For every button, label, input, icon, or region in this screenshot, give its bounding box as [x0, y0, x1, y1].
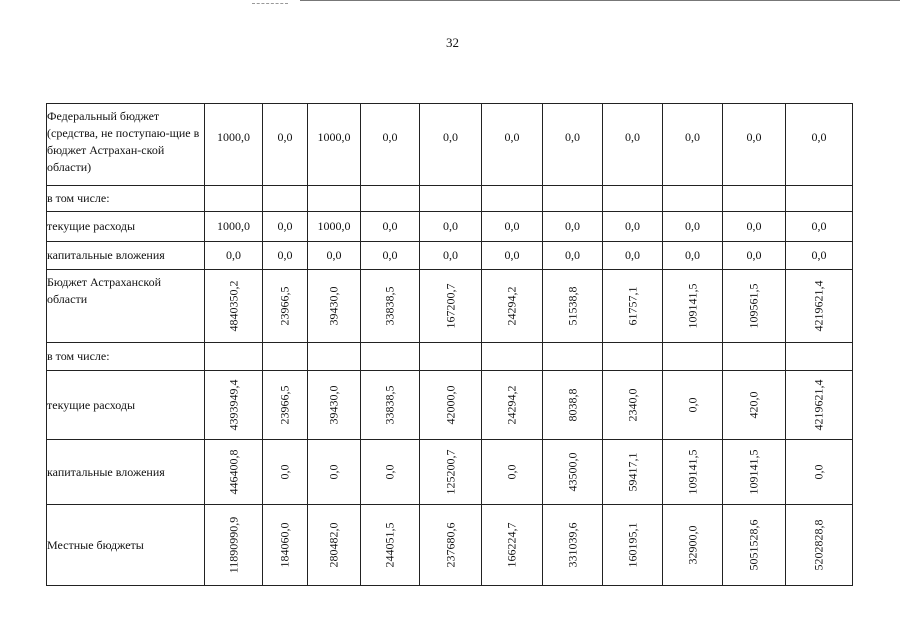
cell-value — [308, 371, 361, 440]
cell-value — [723, 505, 786, 586]
table-row — [47, 212, 853, 242]
rotated-value: 39430,0 — [326, 286, 341, 326]
cell-value — [603, 440, 663, 505]
cell-value — [786, 505, 853, 586]
cell-value — [663, 440, 723, 505]
cell-value — [420, 371, 482, 440]
budget-table — [46, 103, 853, 586]
empty-cell — [420, 186, 482, 212]
cell-value: 1000,0 — [308, 212, 361, 242]
table-row — [47, 242, 853, 270]
cell-value — [361, 440, 420, 505]
empty-cell — [723, 186, 786, 212]
cell-value: 0,0 — [603, 104, 663, 186]
empty-cell — [205, 343, 263, 371]
cell-value — [482, 270, 543, 343]
rotated-value: 331039,6 — [565, 522, 579, 568]
rotated-value: 0,0 — [504, 464, 519, 480]
rotated-value: 109141,5 — [746, 449, 761, 495]
rotated-value: 5202828,8 — [811, 519, 826, 571]
rotated-value: 167200,7 — [443, 283, 457, 329]
cell-value — [723, 440, 786, 505]
cell-value — [543, 505, 603, 586]
rotated-value: 109561,5 — [746, 283, 761, 329]
cell-value: 0,0 — [263, 104, 308, 186]
cell-value — [205, 270, 263, 343]
cell-value — [482, 505, 543, 586]
rotated-value: 59417,1 — [625, 452, 639, 492]
cell-value — [361, 270, 420, 343]
empty-cell — [603, 343, 663, 371]
cell-value — [663, 371, 723, 440]
cell-value: 0,0 — [420, 104, 482, 186]
rotated-value: 109141,5 — [685, 449, 699, 495]
rotated-value: 0,0 — [277, 464, 292, 480]
rotated-value: 446400,8 — [226, 449, 240, 495]
cell-value — [543, 270, 603, 343]
table-row — [47, 371, 853, 440]
cell-value: 0,0 — [663, 104, 723, 186]
empty-cell — [786, 186, 853, 212]
rotated-value: 160195,1 — [625, 522, 639, 568]
rotated-value: 0,0 — [685, 397, 699, 413]
scan-top-dash-mark — [252, 3, 288, 4]
rotated-value: 23966,5 — [277, 385, 292, 425]
rotated-value: 0,0 — [811, 464, 826, 480]
empty-cell — [663, 186, 723, 212]
cell-value: 0,0 — [361, 242, 420, 270]
cell-value: 0,0 — [663, 212, 723, 242]
cell-value: 0,0 — [205, 242, 263, 270]
cell-value — [420, 440, 482, 505]
cell-value — [723, 270, 786, 343]
cell-value — [663, 505, 723, 586]
row-label: текущие расходы — [47, 371, 205, 440]
empty-cell — [482, 343, 543, 371]
cell-value: 0,0 — [663, 242, 723, 270]
cell-value: 0,0 — [482, 104, 543, 186]
rotated-value: 4219621,4 — [811, 379, 826, 431]
rotated-value: 32900,0 — [685, 525, 699, 565]
rotated-value: 42000,0 — [443, 385, 457, 425]
cell-value — [420, 270, 482, 343]
cell-value: 0,0 — [723, 212, 786, 242]
row-label: в том числе: — [47, 186, 205, 212]
cell-value — [205, 440, 263, 505]
empty-cell — [361, 186, 420, 212]
table-row — [47, 440, 853, 505]
rotated-value: 5051528,6 — [746, 519, 761, 571]
rotated-value: 11890990,9 — [226, 516, 240, 574]
row-label: капитальные вложения — [47, 440, 205, 505]
rotated-value: 4393949,4 — [226, 379, 240, 431]
cell-value — [263, 505, 308, 586]
cell-value — [482, 440, 543, 505]
rotated-value: 2340,0 — [625, 388, 639, 422]
cell-value: 0,0 — [308, 242, 361, 270]
empty-cell — [663, 343, 723, 371]
cell-value: 0,0 — [603, 242, 663, 270]
cell-value: 0,0 — [543, 212, 603, 242]
cell-value: 1000,0 — [205, 104, 263, 186]
cell-value — [723, 371, 786, 440]
cell-value: 0,0 — [786, 104, 853, 186]
cell-value: 1000,0 — [308, 104, 361, 186]
cell-value: 0,0 — [263, 242, 308, 270]
rotated-value: 244051,5 — [382, 522, 397, 568]
cell-value — [543, 371, 603, 440]
empty-cell — [543, 343, 603, 371]
cell-value: 0,0 — [603, 212, 663, 242]
rotated-value: 237680,6 — [443, 522, 457, 568]
scan-top-border-line — [300, 0, 900, 1]
table-row — [47, 186, 853, 212]
empty-cell — [205, 186, 263, 212]
rotated-value: 4840350,2 — [226, 280, 240, 332]
cell-value — [663, 270, 723, 343]
cell-value — [308, 270, 361, 343]
cell-value: 0,0 — [786, 212, 853, 242]
rotated-value: 24294,2 — [504, 385, 519, 425]
cell-value — [308, 440, 361, 505]
empty-cell — [543, 186, 603, 212]
cell-value: 0,0 — [543, 104, 603, 186]
rotated-value: 420,0 — [746, 391, 761, 419]
rotated-value: 43500,0 — [565, 452, 579, 492]
cell-value — [543, 440, 603, 505]
cell-value — [482, 371, 543, 440]
cell-value — [205, 371, 263, 440]
empty-cell — [263, 186, 308, 212]
table-row — [47, 505, 853, 586]
rotated-value: 280482,0 — [326, 522, 341, 568]
cell-value — [361, 371, 420, 440]
rotated-value: 33838,5 — [382, 286, 397, 326]
row-label: капитальные вложения — [47, 242, 205, 270]
table-row — [47, 104, 853, 186]
cell-value: 0,0 — [723, 242, 786, 270]
rotated-value: 61757,1 — [625, 286, 639, 326]
cell-value — [361, 505, 420, 586]
cell-value — [603, 505, 663, 586]
cell-value: 0,0 — [420, 242, 482, 270]
empty-cell — [603, 186, 663, 212]
rotated-value: 0,0 — [382, 464, 397, 480]
rotated-value: 125200,7 — [443, 449, 457, 495]
cell-value: 0,0 — [361, 104, 420, 186]
cell-value: 0,0 — [482, 242, 543, 270]
rotated-value: 184060,0 — [277, 522, 292, 568]
cell-value — [308, 505, 361, 586]
row-label: Бюджет Астраханской области — [47, 270, 205, 343]
page-number: 32 — [446, 35, 459, 50]
rotated-value: 39430,0 — [326, 385, 341, 425]
cell-value: 0,0 — [543, 242, 603, 270]
empty-cell — [420, 343, 482, 371]
rotated-value: 166224,7 — [504, 522, 519, 568]
empty-cell — [308, 343, 361, 371]
rotated-value: 33838,5 — [382, 385, 397, 425]
empty-cell — [482, 186, 543, 212]
cell-value: 0,0 — [263, 212, 308, 242]
cell-value: 0,0 — [482, 212, 543, 242]
cell-value — [603, 270, 663, 343]
cell-value: 0,0 — [420, 212, 482, 242]
rotated-value: 8038,8 — [565, 388, 579, 422]
empty-cell — [263, 343, 308, 371]
cell-value — [786, 371, 853, 440]
cell-value — [205, 505, 263, 586]
cell-value: 0,0 — [723, 104, 786, 186]
rotated-value: 24294,2 — [504, 286, 519, 326]
empty-cell — [786, 343, 853, 371]
rotated-value: 23966,5 — [277, 286, 292, 326]
cell-value — [263, 270, 308, 343]
empty-cell — [361, 343, 420, 371]
cell-value: 0,0 — [361, 212, 420, 242]
row-label: Местные бюджеты — [47, 505, 205, 586]
empty-cell — [723, 343, 786, 371]
empty-cell — [308, 186, 361, 212]
cell-value — [786, 270, 853, 343]
cell-value: 1000,0 — [205, 212, 263, 242]
rotated-value: 109141,5 — [685, 283, 699, 329]
cell-value — [420, 505, 482, 586]
cell-value — [263, 371, 308, 440]
table-row — [47, 270, 853, 343]
rotated-value: 0,0 — [326, 464, 341, 480]
row-label: в том числе: — [47, 343, 205, 371]
rotated-value: 51538,8 — [565, 286, 579, 326]
cell-value — [603, 371, 663, 440]
cell-value: 0,0 — [786, 242, 853, 270]
row-label: текущие расходы — [47, 212, 205, 242]
cell-value — [786, 440, 853, 505]
row-label: Федеральный бюджет (средства, не поступаю-щие в бюджет Астрахан-ской области) — [47, 104, 205, 186]
table-row — [47, 343, 853, 371]
cell-value — [263, 440, 308, 505]
rotated-value: 4219621,4 — [811, 280, 826, 332]
